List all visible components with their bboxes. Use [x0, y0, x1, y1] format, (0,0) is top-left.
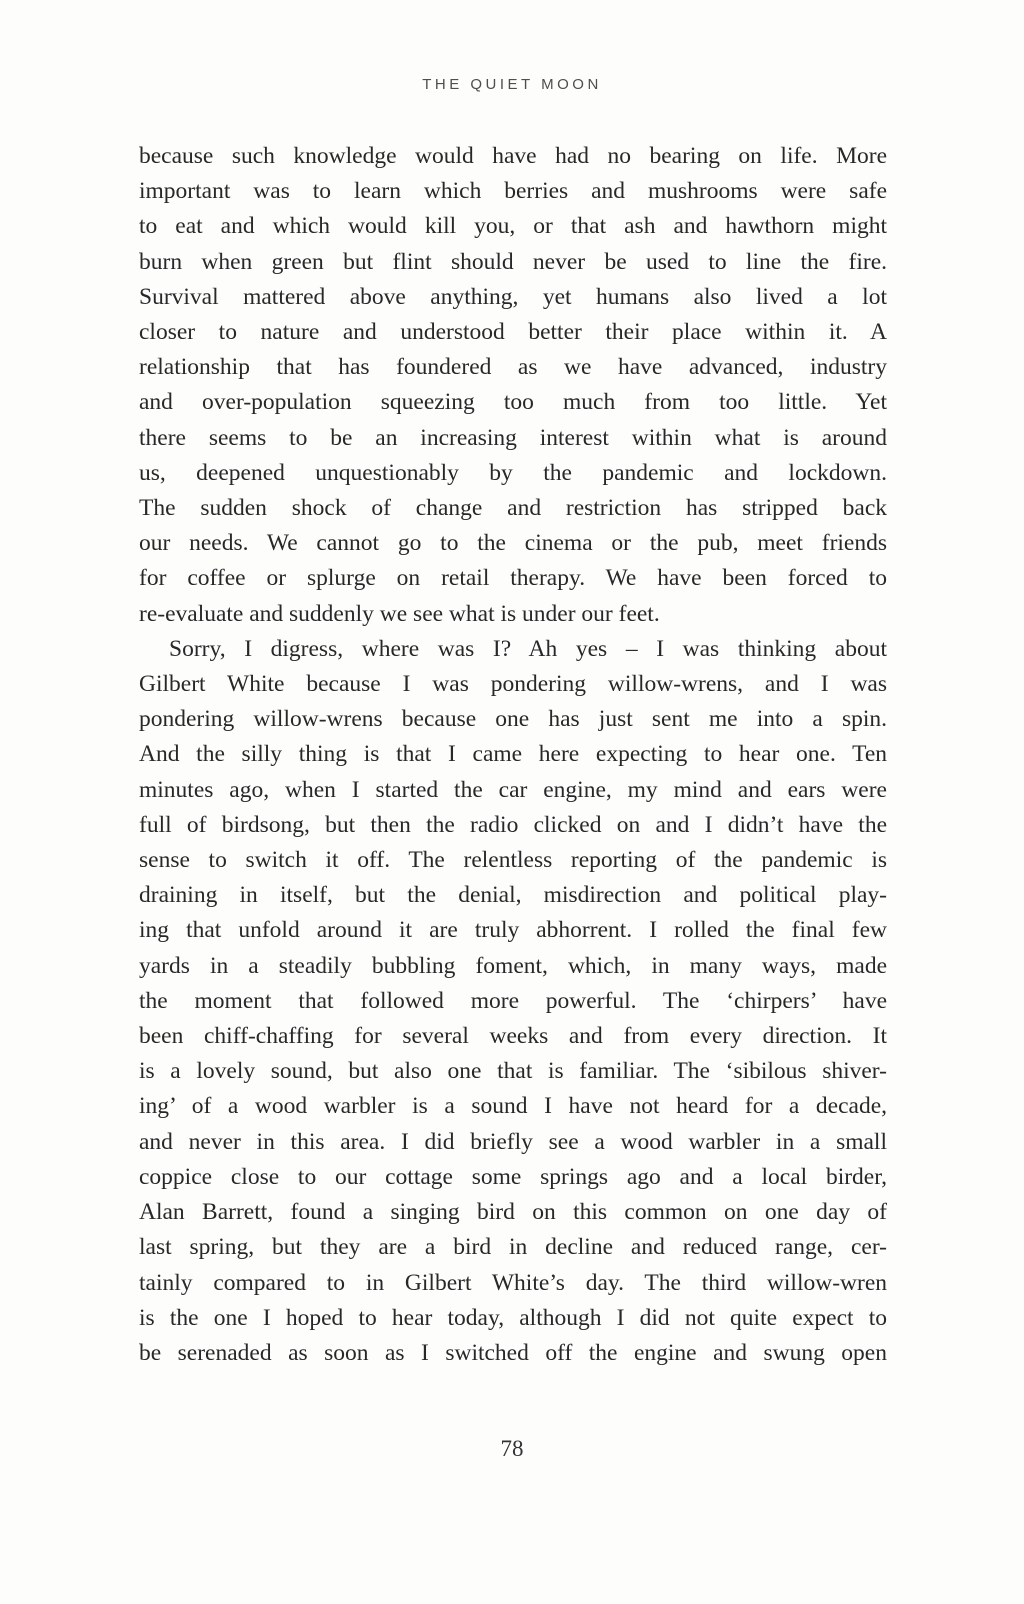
text-line: And the silly thing is that I came here expecting to hear one. Ten	[139, 741, 887, 768]
text-line: coppice close to our cottage some springs ago and a local birder,	[139, 1163, 887, 1190]
text-line: important was to learn which berries and mushrooms were safe	[139, 178, 887, 205]
text-line: yards in a steadily bubbling foment, which, in many ways, made	[139, 952, 887, 979]
text-line: relationship that has foundered as we have advanced, industry	[139, 354, 887, 381]
text-line: us, deepened unquestionably by the pandemic and lockdown.	[139, 459, 887, 486]
text-line: pondering willow-wrens because one has just sent me into a spin.	[139, 706, 887, 733]
text-line: burn when green but flint should never be used to line the fire.	[139, 248, 887, 275]
text-line: to eat and which would kill you, or that ash and hawthorn might	[139, 213, 887, 240]
text-line: ing’ of a wood warbler is a sound I have not heard for a decade,	[139, 1093, 887, 1120]
text-line: because such knowledge would have had no bearing on life. More	[139, 143, 887, 169]
text-line: ing that unfold around it are truly abhorrent. I rolled the final few	[139, 917, 887, 944]
text-line: been chiff-chaffing for several weeks and from every direction. It	[139, 1023, 887, 1050]
text-line: sense to switch it off. The relentless reporting of the pandemic is	[139, 847, 887, 874]
running-header: THE QUIET MOON	[422, 76, 602, 93]
text-line: be serenaded as soon as I switched off the engine and swung open	[139, 1339, 887, 1366]
body-text	[139, 139, 887, 1371]
text-line: re-evaluate and suddenly we see what is under our feet.	[139, 600, 660, 627]
text-line: Gilbert White because I was pondering willow-wrens, and I was	[139, 671, 887, 698]
text-line: draining in itself, but the denial, misdirection and political play-	[139, 882, 887, 909]
text-line: and never in this area. I did briefly see a wood warbler in a small	[139, 1128, 887, 1155]
text-line: and over-population squeezing too much from too little. Yet	[139, 389, 887, 416]
text-line: Survival mattered above anything, yet humans also lived a lot	[139, 283, 887, 310]
text-line: minutes ago, when I started the car engine, my mind and ears were	[139, 776, 887, 803]
text-line: is the one I hoped to hear today, although I did not quite expect to	[139, 1304, 887, 1331]
text-line: is a lovely sound, but also one that is familiar. The ‘sibilous shiver-	[139, 1058, 887, 1085]
text-line: last spring, but they are a bird in decline and reduced range, cer-	[139, 1234, 887, 1261]
text-line: our needs. We cannot go to the cinema or the pub, meet friends	[139, 530, 887, 557]
text-line: closer to nature and understood better their place within it. A	[139, 319, 887, 346]
text-line: the moment that followed more powerful. The ‘chirpers’ have	[139, 987, 887, 1014]
text-line: for coffee or splurge on retail therapy. We have been forced to	[139, 565, 887, 592]
text-line: Alan Barrett, found a singing bird on this common on one day of	[139, 1199, 887, 1226]
page-number: 78	[500, 1436, 524, 1461]
text-line: tainly compared to in Gilbert White’s day. The third willow-wren	[139, 1269, 887, 1296]
text-line: The sudden shock of change and restriction has stripped back	[139, 495, 887, 522]
text-line: full of birdsong, but then the radio clicked on and I didn’t have the	[139, 811, 887, 838]
text-line: there seems to be an increasing interest within what is around	[139, 424, 887, 451]
text-line: Sorry, I digress, where was I? Ah yes – I was thinking about	[169, 635, 887, 662]
